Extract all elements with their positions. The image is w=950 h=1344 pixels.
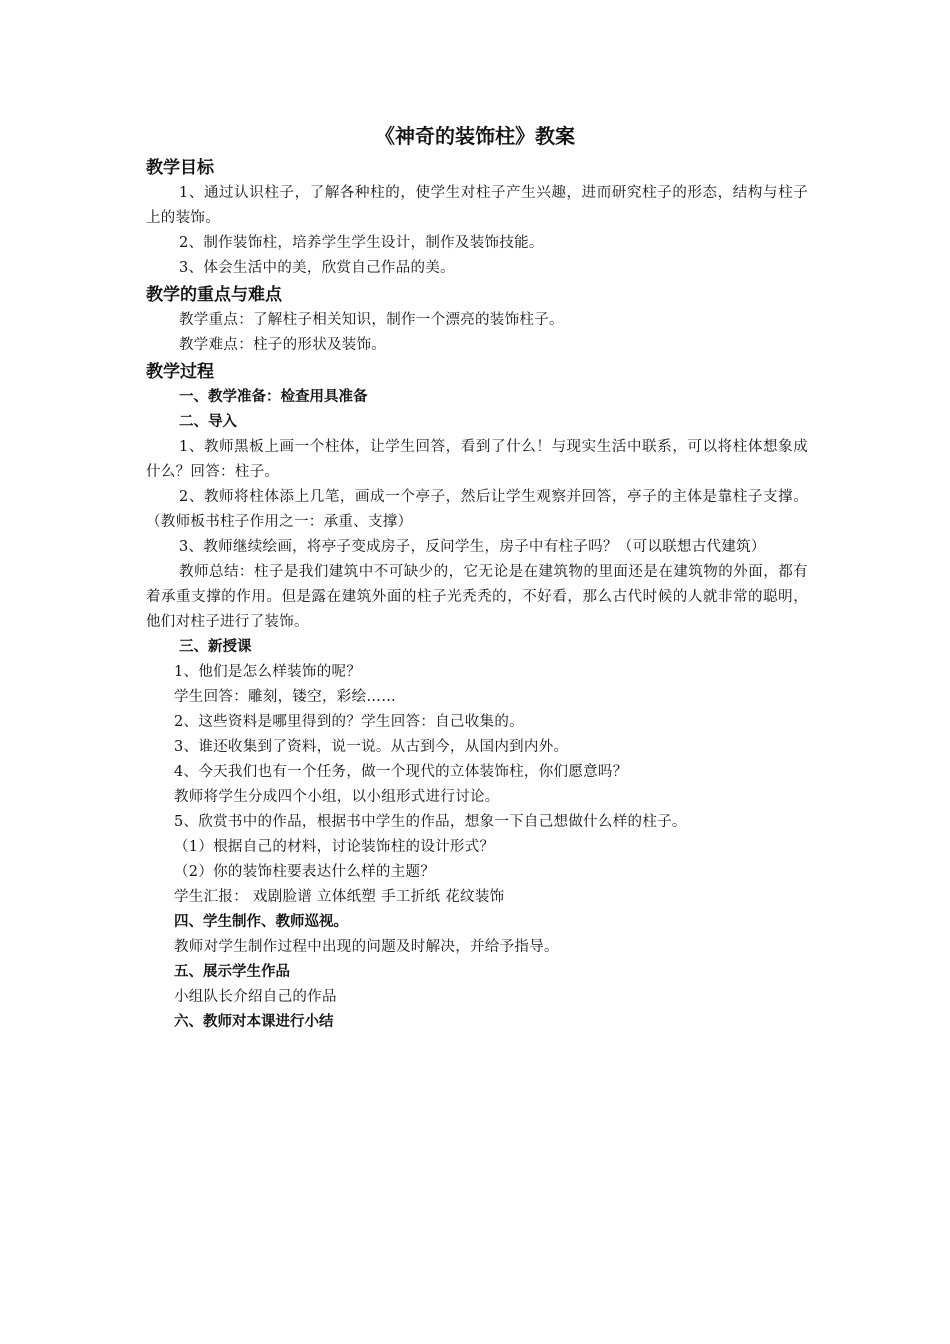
step-text: 教师对学生制作过程中出现的问题及时解决，并给予指导。: [174, 939, 559, 955]
goal-item: 1、通过认识柱子，了解各种柱的，使学生对柱子产生兴趣，进而研究柱子的形态，结构与柱子上的装饰。: [146, 185, 808, 226]
intro-paragraph: 2、教师将柱体添上几笔，画成一个亭子，然后让学生观察并回答，亭子的主体是靠柱子支撑。（教师板书柱子作用之一：承重、支撑）: [146, 489, 808, 530]
step-heading: 三、新授课: [179, 639, 252, 655]
heading-keypoints: 教学的重点与难点: [146, 285, 282, 305]
goal-item: 3、体会生活中的美，欣赏自己作品的美。: [179, 260, 455, 276]
step-heading: 二、导入: [179, 414, 237, 430]
document-title: 《神奇的装饰柱》教案: [375, 124, 575, 148]
keypoint-item: 教学难点：柱子的形状及装饰。: [179, 337, 387, 353]
lesson-line: （2）你的装饰柱要表达什么样的主题？: [174, 864, 436, 880]
lesson-line: 5、欣赏书中的作品，根据书中学生的作品，想象一下自己想做什么样的柱子。: [174, 814, 687, 830]
intro-paragraph: 3、教师继续绘画，将亭子变成房子，反问学生，房子中有柱子吗？（可以联想古代建筑）: [179, 539, 766, 555]
lesson-line: 学生回答：雕刻，镂空，彩绘……: [174, 689, 396, 705]
lesson-line: 学生汇报： 戏剧脸谱 立体纸塑 手工折纸 花纹装饰: [174, 889, 505, 905]
step-heading: 一、教学准备：检查用具准备: [179, 389, 368, 405]
heading-goals: 教学目标: [146, 158, 214, 178]
lesson-line: 3、谁还收集到了资料，说一说。从古到今，从国内到内外。: [174, 739, 569, 755]
keypoint-item: 教学重点：了解柱子相关知识，制作一个漂亮的装饰柱子。: [179, 312, 564, 328]
lesson-line: 教师将学生分成四个小组，以小组形式进行讨论。: [174, 789, 500, 805]
lesson-line: 1、他们是怎么样装饰的呢？: [174, 664, 362, 680]
goal-item: 2、制作装饰柱，培养学生学生设计，制作及装饰技能。: [179, 235, 544, 251]
step-heading: 六、教师对本课进行小结: [174, 1014, 334, 1030]
step-heading: 四、学生制作、教师巡视。: [174, 914, 348, 930]
intro-paragraph: 教师总结：柱子是我们建筑中不可缺少的，它无论是在建筑物的里面还是在建筑物的外面，都有着承重支撑的作用。但是露在建筑外面的柱子光秃秃的，不好看，那么古代时候的人就非常的聪明，他们对柱子进行了装饰。: [146, 564, 808, 630]
lesson-line: 4、今天我们也有一个任务，做一个现代的立体装饰柱，你们愿意吗？: [174, 764, 628, 780]
step-heading: 五、展示学生作品: [174, 964, 290, 980]
step-text: 小组队长介绍自己的作品: [174, 989, 337, 1005]
document-body: [146, 155, 808, 1035]
lesson-line: 2、这些资料是哪里得到的？学生回答：自己收集的。: [174, 714, 524, 730]
heading-process: 教学过程: [146, 362, 214, 382]
intro-paragraph: 1、教师黑板上画一个柱体，让学生回答，看到了什么！与现实生活中联系，可以将柱体想象成什么？回答：柱子。: [146, 439, 808, 480]
lesson-line: （1）根据自己的材料，讨论装饰柱的设计形式？: [174, 839, 495, 855]
